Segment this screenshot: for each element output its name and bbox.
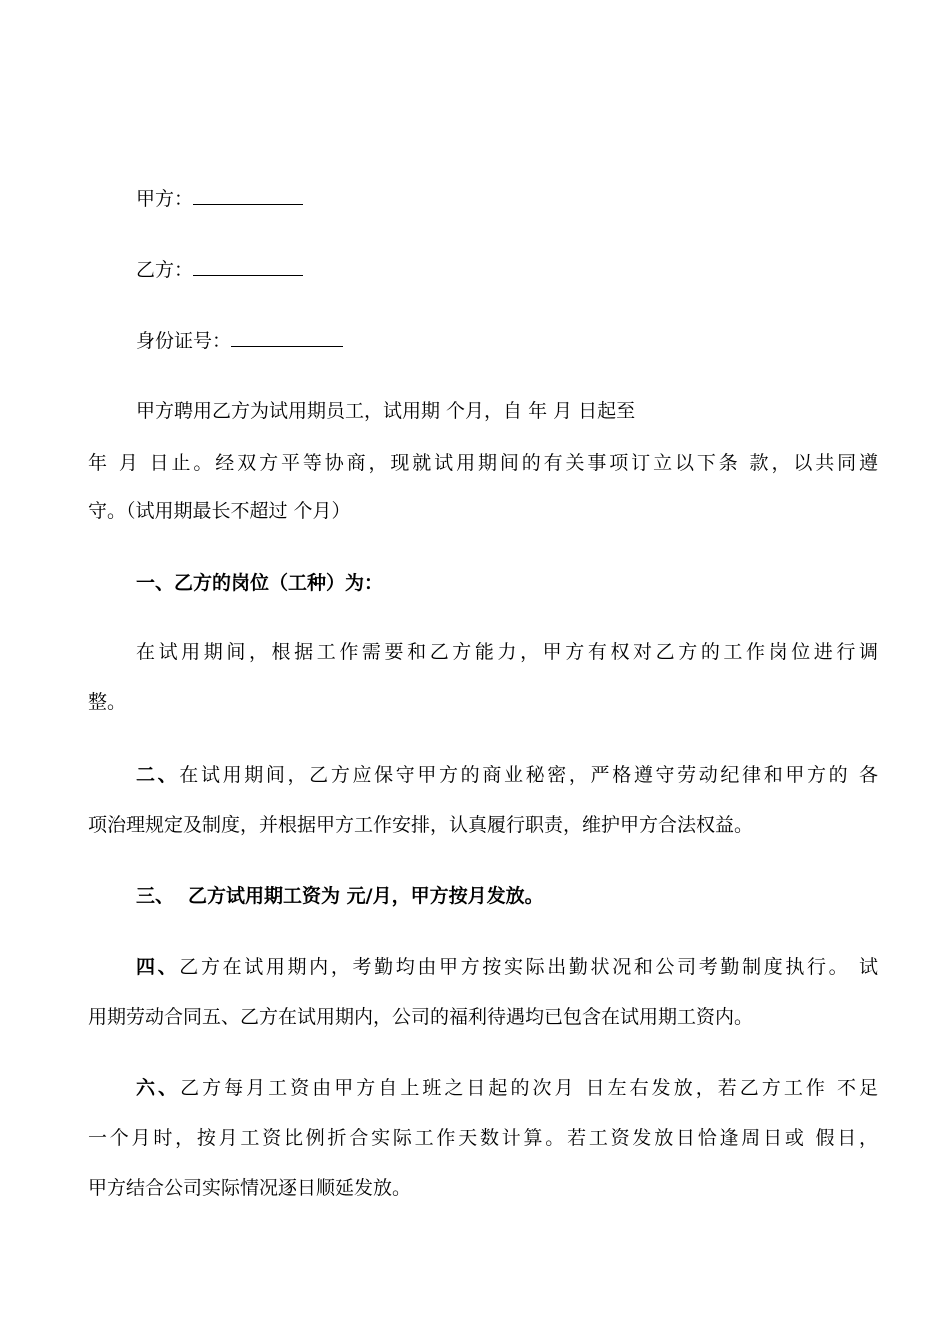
section-6-lead: 六、 <box>136 1077 181 1099</box>
section-6-text-1: 乙方每月工资由甲方自上班之日起的次月 日左右发放，若乙方工作 不足 <box>180 1077 878 1099</box>
id-number-label: 身份证号： <box>136 330 232 352</box>
intro-line-2: 年 月 日止。经双方平等协商，现就试用期间的有关事项订立以下条 款，以共同遵 <box>88 452 878 474</box>
party-a-label: 甲方： <box>136 188 194 210</box>
party-b-label: 乙方： <box>136 259 194 281</box>
section-4-line-1 <box>136 955 878 979</box>
section-2-lead: 二、 <box>136 764 180 786</box>
section-6-line-2: 一个月时，按月工资比例折合实际工作天数计算。若工资发放日恰逢周日或 假日， <box>88 1127 878 1149</box>
section-2-text-1: 在试用期间，乙方应保守甲方的商业秘密，严格遵守劳动纪律和甲方的 各 <box>179 764 878 786</box>
id-number-line <box>136 328 878 353</box>
section-3-lead: 三、 <box>136 885 175 907</box>
section-1-heading: 一、乙方的岗位（工种）为： <box>136 572 384 594</box>
section-4-text-1: 乙方在试用期内，考勤均由甲方按实际出勤状况和公司考勤制度执行。 试 <box>179 956 878 978</box>
section-1-line-2: 整。 <box>88 691 127 713</box>
section-4-line-2: 用期劳动合同五、乙方在试用期内，公司的福利待遇均已包含在试用期工资内。 <box>88 1006 754 1028</box>
section-3-line <box>136 884 878 908</box>
intro-line-1: 甲方聘用乙方为试用期员工，试用期 个月，自 年 月 日起至 <box>136 400 636 422</box>
section-3-text: 乙方试用期工资为 元/月，甲方按月发放。 <box>188 885 544 907</box>
party-a-line <box>136 186 878 211</box>
section-2-line-2: 项治理规定及制度，并根据甲方工作安排，认真履行职责，维护甲方合法权益。 <box>88 814 754 836</box>
section-4-lead: 四、 <box>136 956 180 978</box>
party-b-blank <box>193 257 303 276</box>
intro-line-3: 守。（试用期最长不超过 个月） <box>88 500 351 522</box>
section-6-line-1 <box>136 1076 878 1100</box>
section-1-line-1: 在试用期间，根据工作需要和乙方能力，甲方有权对乙方的工作岗位进行调 <box>136 641 878 663</box>
party-a-blank <box>193 186 303 205</box>
section-2-line-1 <box>136 763 878 787</box>
section-6-line-3: 甲方结合公司实际情况逐日顺延发放。 <box>88 1177 412 1199</box>
id-number-blank <box>231 328 343 347</box>
party-b-line <box>136 257 878 282</box>
